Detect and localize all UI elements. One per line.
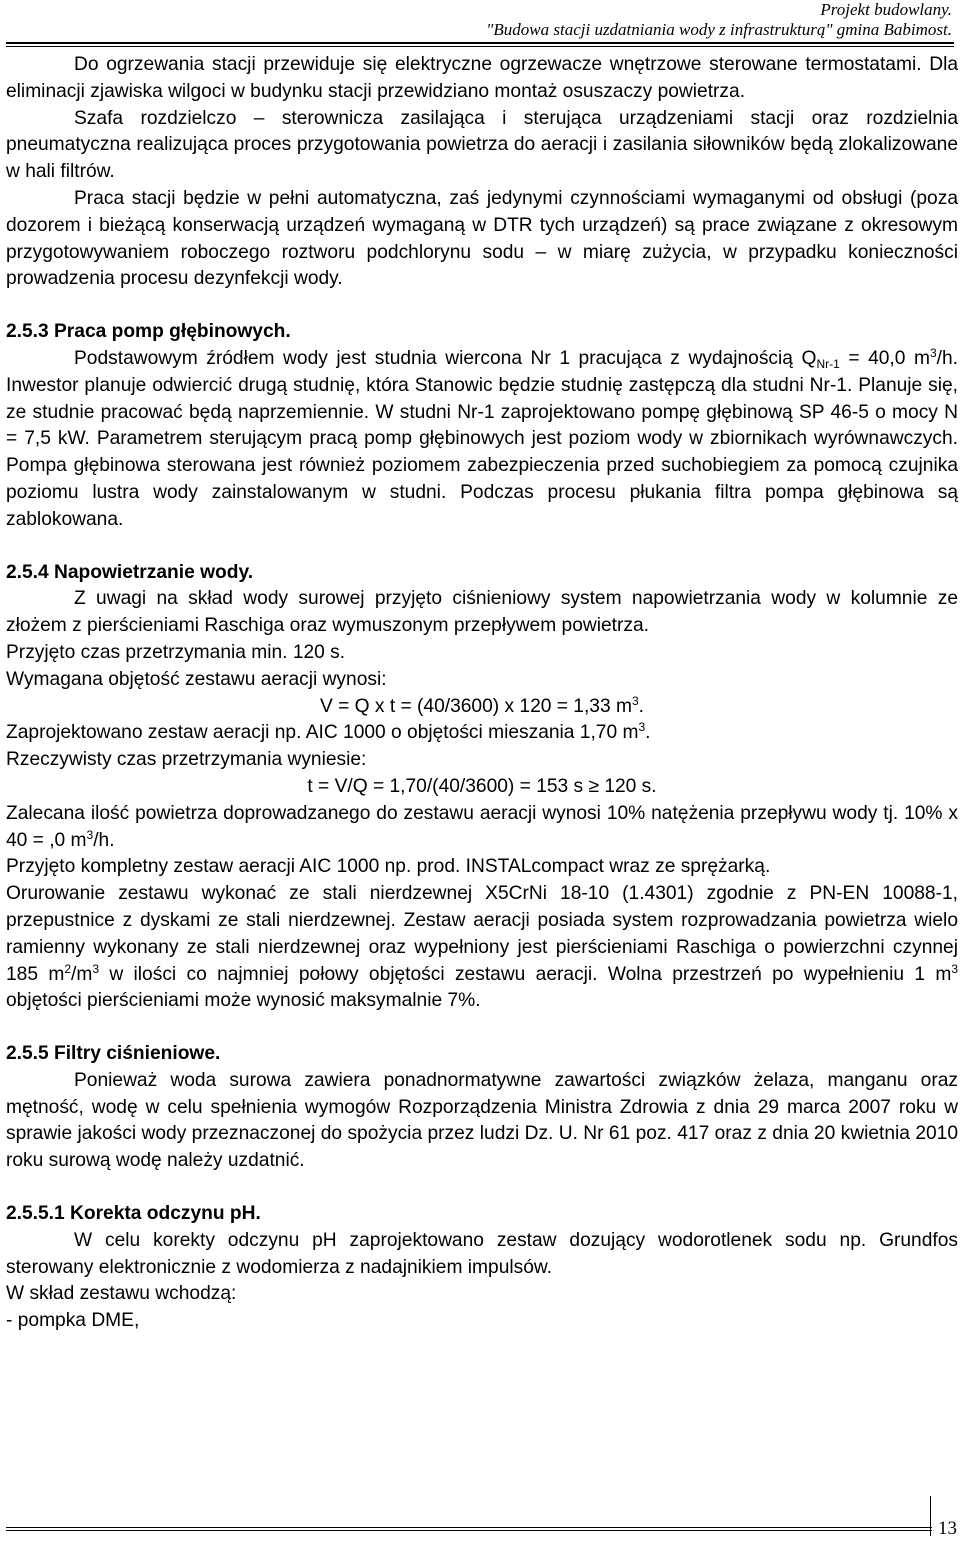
formula-time: t = V/Q = 1,70/(40/3600) = 153 s ≥ 120 s. — [307, 775, 657, 797]
text-run: Zalecana ilość powietrza doprowadzanego do zestawu aeracji wynosi 10% natężenia przepływu wody tj. 10% x 40 = ,0 m — [6, 802, 958, 851]
superscript: 3 — [951, 961, 959, 976]
text-run: /m — [71, 963, 93, 985]
paragraph-switchboard: Szafa rozdzielczo – sterownicza zasilająca i sterująca urządzeniami stacji oraz rozdzielnia pneumatyczna realizująca proces przygotowania powietrza do aeracji i zasilania siłowników będą zlokalizowane w hali filtrów. — [6, 107, 958, 183]
paragraph-deep-well-pumps — [6, 346, 958, 534]
paragraph-ph-correction: W celu korekty odczynu pH zaprojektowano zestaw dozujący wodorotlenek sodu np. Grundfos sterowany elektronicznie z wodomierza z nadajnikiem impulsów. — [6, 1229, 958, 1278]
superscript: 3 — [929, 345, 937, 360]
paragraph-automation: Praca stacji będzie w pełni automatyczna, zaś jedynymi czynnościami wymaganymi od obsługi (poza dozorem i bieżącą konserwacją urządzeń wymaganą w DTR tych urządzeń) są prace związane z okresowym przygotowywaniem roboczego roztworu podchlorynu sodu – w miarę zużycia, w przypadku konieczności prowadzenia procesu dezynfekcji wody. — [6, 187, 958, 290]
section-heading-254: 2.5.4 Napowietrzanie wody. — [6, 561, 254, 583]
document-body — [6, 52, 958, 1335]
paragraph-air-amount — [6, 801, 958, 855]
paragraph-designed-set — [6, 720, 958, 747]
footer-vertical-rule — [930, 1496, 931, 1536]
page-header — [486, 0, 952, 40]
header-project-title: "Budowa stacji uzdatniania wody z infrastrukturą" gmina Babimost. — [486, 20, 952, 39]
superscript: 3 — [631, 693, 639, 708]
page-number: 13 — [938, 1518, 957, 1539]
text-run: Zaprojektowano zestaw aeracji np. AIC 1000 o objętości mieszania 1,70 m — [6, 722, 639, 744]
paragraph-raw-water: Ponieważ woda surowa zawiera ponadnormatywne zawartości związków żelaza, manganu oraz mętność, wodę w celu spełnienia wymogów Rozporządzenia Ministra Zdrowia z dnia 29 marca 2007 roku w sprawie jakości wody przeznaczonej do spożycia przez ludzi Dz. U. Nr 61 poz. 417 oraz z dnia 20 kwietnia 2010 roku surową wodę należy uzdatnić. — [6, 1069, 958, 1172]
spacer — [6, 1015, 958, 1041]
text-run: = 40,0 m — [839, 347, 930, 369]
footer-rule-secondary — [6, 1530, 932, 1532]
paragraph-retention-time: Przyjęto czas przetrzymania min. 120 s. — [6, 641, 346, 663]
list-item-pump: - pompka DME, — [6, 1310, 140, 1332]
text-run: objętości pierścieniami może wynosić maksymalnie 7%. — [6, 990, 481, 1012]
paragraph-required-volume: Wymagana objętość zestawu aeracji wynosi: — [6, 668, 387, 690]
paragraph-piping — [6, 881, 958, 1015]
superscript: 2 — [64, 961, 72, 976]
superscript: 3 — [92, 961, 100, 976]
subscript: Nr-1 — [816, 356, 840, 371]
text-run: . — [638, 695, 644, 717]
section-heading-2551: 2.5.5.1 Korekta odczynu pH. — [6, 1203, 261, 1225]
text-run: w ilości co najmniej połowy objętości zestawu aeracji. Wolna przestrzeń po wypełnieniu 1 m — [99, 963, 952, 985]
spacer — [6, 293, 958, 319]
paragraph-heating: Do ogrzewania stacji przewiduje się elektryczne ogrzewacze wnętrzowe sterowane termostatami. Dla eliminacji zjawiska wilgoci w budynku stacji przewidziano montaż osuszaczy powietrza. — [6, 54, 958, 102]
footer-rule — [6, 1527, 932, 1529]
section-heading-253: 2.5.3 Praca pomp głębinowych. — [6, 321, 291, 343]
spacer — [6, 1175, 958, 1201]
text-run: /h. Inwestor planuje odwiercić drugą studnię, która Stanowic będzie studnię zastępczą dla studni Nr-1. Planuje się, ze studnie pracować będą naprzemiennie. W studni Nr-1 zaprojektowano pompę głębinową SP 46-5 o mocy N = 7,5 kW. Parametrem sterującym pracą pomp głębinowych jest poziom wody w zbiornikach wyrównawczych. Pompa głębinowa sterowana jest również poziomem zabezpieczenia przed suchobiegiem za pomocą czujnika poziomu lustra wody zainstalowanym w studni. Podczas procesu płukania filtra pompa głębinowa są zablokowana. — [6, 347, 958, 530]
paragraph-aeration-system: Z uwagi na skład wody surowej przyjęto ciśnieniowy system napowietrzania wody w kolumnie ze złożem z pierścieniami Raschiga oraz wymuszonym przepływem powietrza. — [6, 588, 958, 637]
text-run: Orurowanie zestawu wykonać ze stali nierdzewnej X5CrNi 18-10 (1.4301) zgodnie z PN-EN 10088-1, przepustnice z dyskami ze stali nierdzewnej. Zestaw aeracji posiada system rozprowadzania powietrza wielo ramienny wykonany ze stali nierdzewnej oraz wypełniony jest pierścieniami Raschiga o powierzchni czynnej 185 m — [6, 883, 958, 985]
section-heading-255: 2.5.5 Filtry ciśnieniowe. — [6, 1043, 221, 1065]
superscript: 3 — [638, 720, 646, 735]
text-run: . — [645, 722, 651, 744]
paragraph-actual-time: Rzeczywisty czas przetrzymania wyniesie: — [6, 749, 367, 771]
header-rule — [6, 42, 954, 47]
spacer — [6, 534, 958, 560]
paragraph-aic-set: Przyjęto kompletny zestaw aeracji AIC 1000 np. prod. INSTALcompact wraz ze sprężarką. — [6, 856, 771, 878]
text-run: Podstawowym źródłem wody jest studnia wiercona Nr 1 pracująca z wydajnością Q — [74, 347, 817, 369]
paragraph-set-contents: W skład zestawu wchodzą: — [6, 1283, 237, 1305]
text-run: /h. — [93, 829, 115, 851]
header-project-label: Projekt budowlany. — [820, 0, 952, 19]
superscript: 3 — [86, 827, 94, 842]
formula-volume — [6, 694, 958, 721]
text-run: V = Q x t = (40/3600) x 120 = 1,33 m — [319, 695, 632, 717]
